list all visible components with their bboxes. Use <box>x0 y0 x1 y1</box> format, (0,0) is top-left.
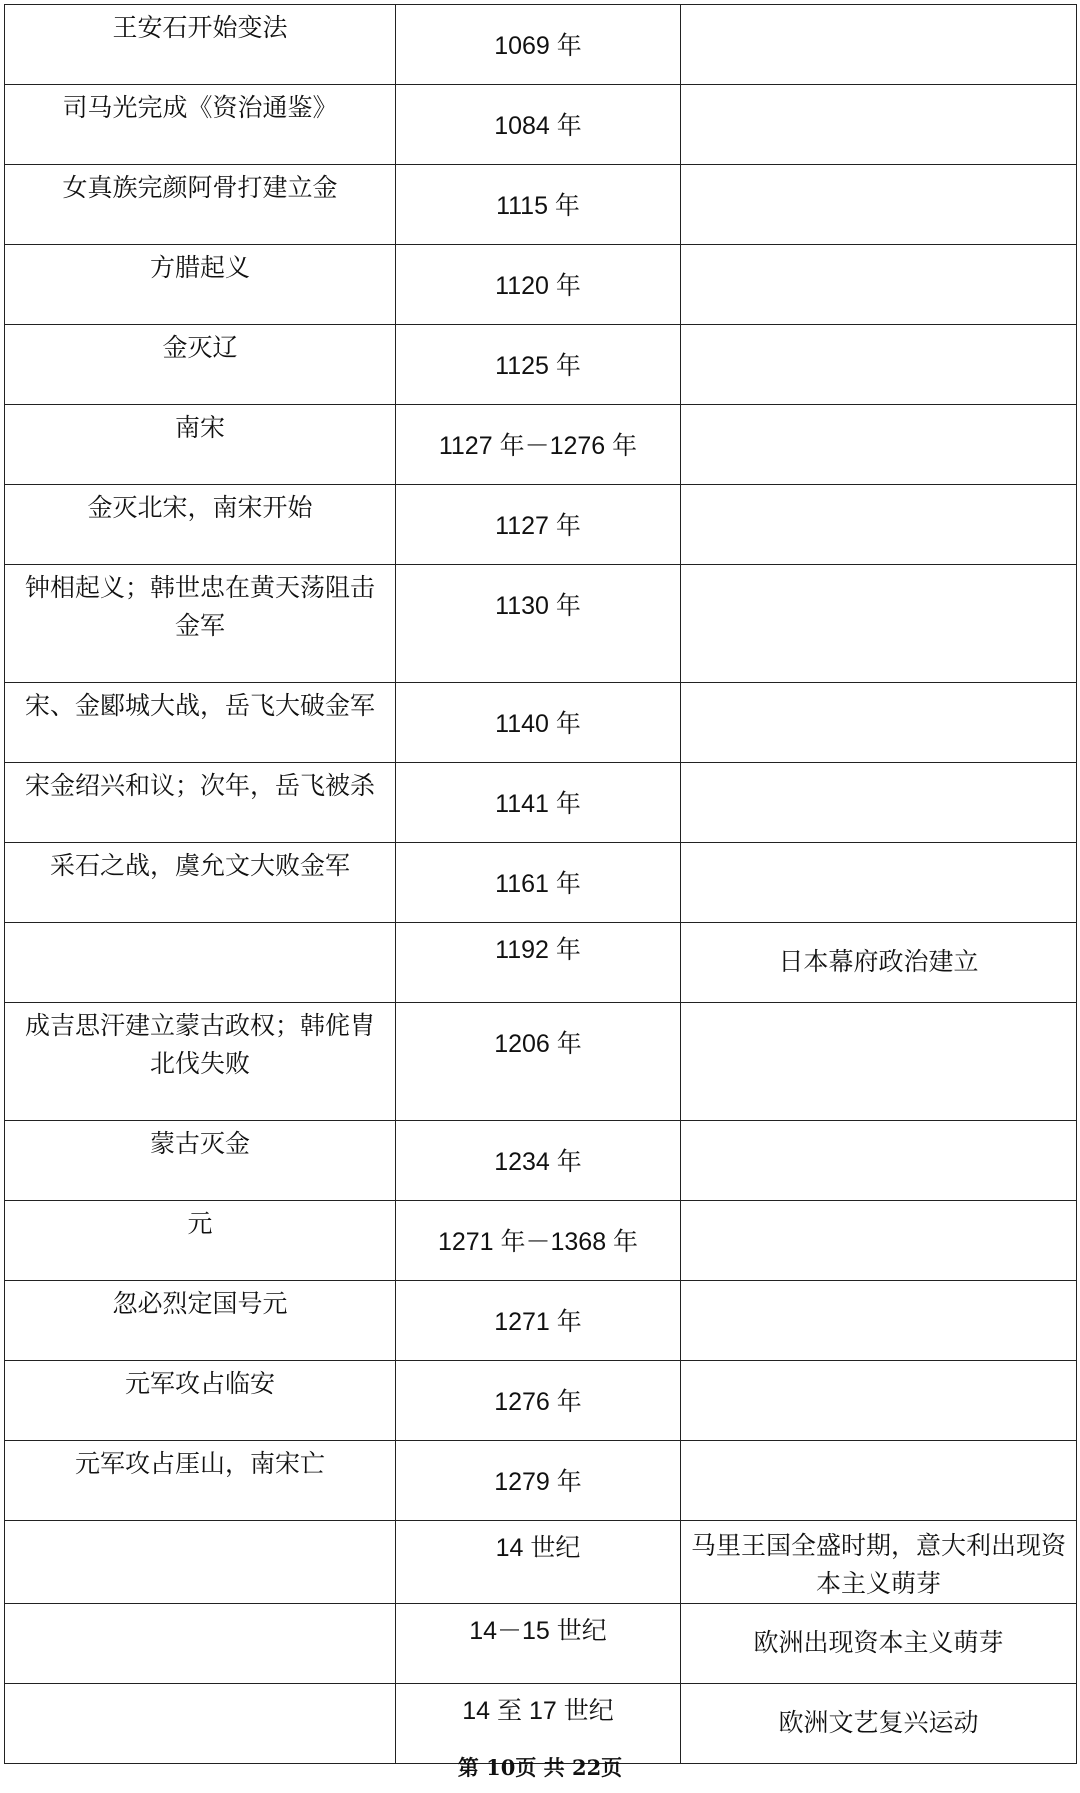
table-row <box>5 683 1077 763</box>
world-event-cell <box>681 763 1077 843</box>
table-row <box>5 843 1077 923</box>
world-event-cell <box>681 1201 1077 1281</box>
year-cell: 1161 年 <box>396 843 681 923</box>
year-cell: 1206 年 <box>396 1003 681 1121</box>
event-cell: 钟相起义；韩世忠在黄天荡阻击金军 <box>5 565 396 683</box>
event-cell <box>5 1604 396 1684</box>
history-timeline-table <box>4 4 1077 1764</box>
table-row <box>5 5 1077 85</box>
page-number-footer: 第 10页 共 22页 <box>457 1755 623 1780</box>
world-event-cell <box>681 1121 1077 1201</box>
event-cell: 金灭北宋，南宋开始 <box>5 485 396 565</box>
year-cell: 1276 年 <box>396 1361 681 1441</box>
world-event-cell <box>681 565 1077 683</box>
year-cell: 1140 年 <box>396 683 681 763</box>
year-cell: 1192 年 <box>396 923 681 1003</box>
event-cell <box>5 923 396 1003</box>
table-row <box>5 85 1077 165</box>
year-cell: 1271 年－1368 年 <box>396 1201 681 1281</box>
year-cell: 1120 年 <box>396 245 681 325</box>
event-cell: 宋、金郾城大战，岳飞大破金军 <box>5 683 396 763</box>
table-row <box>5 485 1077 565</box>
event-cell: 蒙古灭金 <box>5 1121 396 1201</box>
world-event-cell: 欧洲出现资本主义萌芽 <box>681 1604 1077 1684</box>
table-row <box>5 1604 1077 1684</box>
event-cell: 金灭辽 <box>5 325 396 405</box>
year-cell: 14 至 17 世纪 <box>396 1684 681 1764</box>
event-cell: 王安石开始变法 <box>5 5 396 85</box>
year-cell: 1141 年 <box>396 763 681 843</box>
table-row <box>5 1441 1077 1521</box>
world-event-cell <box>681 405 1077 485</box>
world-event-cell <box>681 165 1077 245</box>
event-cell: 南宋 <box>5 405 396 485</box>
event-cell: 成吉思汗建立蒙古政权；韩侂胄北伐失败 <box>5 1003 396 1121</box>
event-cell: 宋金绍兴和议；次年，岳飞被杀 <box>5 763 396 843</box>
table-row <box>5 325 1077 405</box>
event-cell: 司马光完成《资治通鉴》 <box>5 85 396 165</box>
year-cell: 1069 年 <box>396 5 681 85</box>
world-event-cell <box>681 1361 1077 1441</box>
event-cell: 女真族完颜阿骨打建立金 <box>5 165 396 245</box>
world-event-cell <box>681 1003 1077 1121</box>
world-event-cell: 欧洲文艺复兴运动 <box>681 1684 1077 1764</box>
world-event-cell <box>681 683 1077 763</box>
world-event-cell <box>681 245 1077 325</box>
year-cell: 1234 年 <box>396 1121 681 1201</box>
world-event-cell <box>681 1441 1077 1521</box>
table-row <box>5 245 1077 325</box>
table-row <box>5 1121 1077 1201</box>
year-cell: 14 世纪 <box>396 1521 681 1604</box>
table-row <box>5 1003 1077 1121</box>
event-cell: 采石之战，虞允文大败金军 <box>5 843 396 923</box>
year-cell: 1127 年 <box>396 485 681 565</box>
table-row <box>5 405 1077 485</box>
event-cell: 元军攻占临安 <box>5 1361 396 1441</box>
event-cell <box>5 1521 396 1604</box>
world-event-cell <box>681 325 1077 405</box>
year-cell: 1084 年 <box>396 85 681 165</box>
year-cell: 1271 年 <box>396 1281 681 1361</box>
world-event-cell <box>681 485 1077 565</box>
year-cell: 1125 年 <box>396 325 681 405</box>
world-event-cell: 日本幕府政治建立 <box>681 923 1077 1003</box>
event-cell: 忽必烈定国号元 <box>5 1281 396 1361</box>
table-row <box>5 165 1077 245</box>
year-cell: 1130 年 <box>396 565 681 683</box>
world-event-cell <box>681 85 1077 165</box>
year-cell: 1115 年 <box>396 165 681 245</box>
table-row <box>5 1521 1077 1604</box>
event-cell: 方腊起义 <box>5 245 396 325</box>
event-cell: 元 <box>5 1201 396 1281</box>
table-row <box>5 1281 1077 1361</box>
event-cell: 元军攻占厓山，南宋亡 <box>5 1441 396 1521</box>
world-event-cell: 马里王国全盛时期，意大利出现资本主义萌芽 <box>681 1521 1077 1604</box>
table-row <box>5 565 1077 683</box>
world-event-cell <box>681 843 1077 923</box>
world-event-cell <box>681 1281 1077 1361</box>
table-row <box>5 923 1077 1003</box>
year-cell: 1279 年 <box>396 1441 681 1521</box>
year-cell: 1127 年－1276 年 <box>396 405 681 485</box>
world-event-cell <box>681 5 1077 85</box>
table-row <box>5 763 1077 843</box>
year-cell: 14－15 世纪 <box>396 1604 681 1684</box>
table-row <box>5 1361 1077 1441</box>
table-row <box>5 1201 1077 1281</box>
